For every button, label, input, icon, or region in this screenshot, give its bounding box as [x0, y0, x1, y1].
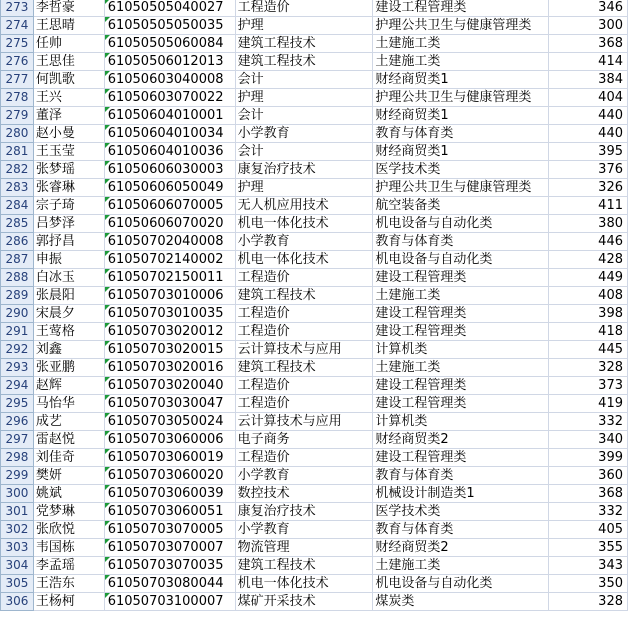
cell-category[interactable]: 护理公共卫生与健康管理类 [373, 89, 549, 107]
row-number[interactable]: 304 [1, 557, 34, 575]
table-row [1, 305, 628, 323]
cell-name[interactable]: 姚斌 [33, 485, 104, 503]
row-number[interactable]: 295 [1, 395, 34, 413]
cell-exam-id[interactable]: 61050703070005 [104, 521, 235, 539]
cell-major[interactable]: 小学教育 [235, 125, 373, 143]
cell-exam-id[interactable]: 61050703010006 [104, 287, 235, 305]
table-row [1, 287, 628, 305]
cell-score[interactable]: 395 [549, 143, 628, 161]
table-row [1, 593, 628, 611]
table-row [1, 269, 628, 287]
cell-exam-id[interactable]: 61050703060051 [104, 503, 235, 521]
cell-category[interactable]: 土建施工类 [373, 53, 549, 71]
cell-major[interactable]: 会计 [235, 71, 373, 89]
cell-exam-id[interactable]: 61050703060006 [104, 431, 235, 449]
table-row [1, 359, 628, 377]
table-row [1, 539, 628, 557]
cell-category[interactable]: 煤炭类 [373, 593, 549, 611]
cell-major[interactable]: 小学教育 [235, 521, 373, 539]
row-number[interactable]: 274 [1, 17, 34, 35]
cell-major[interactable]: 数控技术 [235, 485, 373, 503]
table-row [1, 215, 628, 233]
cell-category[interactable]: 教育与体育类 [373, 467, 549, 485]
cell-major[interactable]: 小学教育 [235, 233, 373, 251]
table-row [1, 449, 628, 467]
cell-name[interactable]: 吕梦泽 [33, 215, 104, 233]
cell-category[interactable]: 建设工程管理类 [373, 323, 549, 341]
cell-name[interactable]: 刘鑫 [33, 341, 104, 359]
cell-category[interactable]: 土建施工类 [373, 359, 549, 377]
cell-exam-id[interactable]: 61050505040027 [104, 0, 235, 17]
cell-exam-id[interactable]: 61050505060084 [104, 35, 235, 53]
cell-score[interactable]: 446 [549, 233, 628, 251]
row-number[interactable]: 279 [1, 107, 34, 125]
cell-category[interactable]: 机电设备与自动化类 [373, 575, 549, 593]
cell-name[interactable]: 任帅 [33, 35, 104, 53]
cell-category[interactable]: 建设工程管理类 [373, 305, 549, 323]
row-number[interactable]: 282 [1, 161, 34, 179]
row-number[interactable]: 293 [1, 359, 34, 377]
cell-score[interactable]: 419 [549, 395, 628, 413]
row-number[interactable]: 298 [1, 449, 34, 467]
cell-name[interactable]: 雷赵悦 [33, 431, 104, 449]
cell-exam-id[interactable]: 61050703070007 [104, 539, 235, 557]
table-row [1, 413, 628, 431]
cell-exam-id[interactable]: 61050703070035 [104, 557, 235, 575]
cell-exam-id[interactable]: 61050703050024 [104, 413, 235, 431]
cell-exam-id[interactable]: 61050702140002 [104, 251, 235, 269]
cell-major[interactable]: 会计 [235, 107, 373, 125]
cell-name[interactable]: 董泽 [33, 107, 104, 125]
cell-category[interactable]: 土建施工类 [373, 557, 549, 575]
cell-major[interactable]: 建筑工程技术 [235, 53, 373, 71]
cell-major[interactable]: 机电一体化技术 [235, 215, 373, 233]
cell-score[interactable]: 404 [549, 89, 628, 107]
cell-name[interactable]: 宗子琦 [33, 197, 104, 215]
cell-name[interactable]: 党梦琳 [33, 503, 104, 521]
cell-score[interactable]: 368 [549, 35, 628, 53]
cell-major[interactable]: 康复治疗技术 [235, 503, 373, 521]
cell-category[interactable]: 土建施工类 [373, 35, 549, 53]
cell-major[interactable]: 康复治疗技术 [235, 161, 373, 179]
cell-exam-id[interactable]: 61050703010035 [104, 305, 235, 323]
table-row [1, 53, 628, 71]
cell-exam-id[interactable]: 61050702040008 [104, 233, 235, 251]
table-row [1, 35, 628, 53]
cell-category[interactable]: 财经商贸类2 [373, 431, 549, 449]
row-number[interactable]: 297 [1, 431, 34, 449]
table-row [1, 485, 628, 503]
cell-exam-id[interactable]: 61050703060019 [104, 449, 235, 467]
cell-major[interactable]: 机电一体化技术 [235, 251, 373, 269]
cell-major[interactable]: 建筑工程技术 [235, 359, 373, 377]
table-row [1, 341, 628, 359]
cell-score[interactable]: 408 [549, 287, 628, 305]
cell-major[interactable]: 机电一体化技术 [235, 575, 373, 593]
cell-exam-id[interactable]: 61050703060039 [104, 485, 235, 503]
cell-score[interactable]: 428 [549, 251, 628, 269]
cell-category[interactable]: 建设工程管理类 [373, 0, 549, 17]
cell-score[interactable]: 376 [549, 161, 628, 179]
cell-score[interactable]: 326 [549, 179, 628, 197]
cell-name[interactable]: 白冰玉 [33, 269, 104, 287]
cell-exam-id[interactable]: 61050703030047 [104, 395, 235, 413]
cell-category[interactable]: 计算机类 [373, 341, 549, 359]
cell-exam-id[interactable]: 61050606070005 [104, 197, 235, 215]
row-number[interactable]: 306 [1, 593, 34, 611]
cell-category[interactable]: 财经商贸类1 [373, 71, 549, 89]
cell-score[interactable]: 300 [549, 17, 628, 35]
cell-major[interactable]: 煤矿开采技术 [235, 593, 373, 611]
cell-score[interactable]: 350 [549, 575, 628, 593]
cell-exam-id[interactable]: 61050604010034 [104, 125, 235, 143]
cell-category[interactable]: 建设工程管理类 [373, 377, 549, 395]
table-row [1, 143, 628, 161]
cell-major[interactable]: 建筑工程技术 [235, 35, 373, 53]
table-row [1, 125, 628, 143]
cell-major[interactable]: 工程造价 [235, 0, 373, 17]
cell-major[interactable]: 工程造价 [235, 269, 373, 287]
table-row [1, 395, 628, 413]
cell-name[interactable]: 成艺 [33, 413, 104, 431]
row-number[interactable]: 275 [1, 35, 34, 53]
cell-category[interactable]: 医学技术类 [373, 161, 549, 179]
cell-name[interactable]: 张亚鹏 [33, 359, 104, 377]
cell-score[interactable]: 418 [549, 323, 628, 341]
row-number[interactable]: 303 [1, 539, 34, 557]
cell-category[interactable]: 护理公共卫生与健康管理类 [373, 179, 549, 197]
cell-exam-id[interactable]: 61050603040008 [104, 71, 235, 89]
table-row [1, 71, 628, 89]
row-number[interactable]: 290 [1, 305, 34, 323]
cell-major[interactable]: 会计 [235, 143, 373, 161]
cell-name[interactable]: 何凯歌 [33, 71, 104, 89]
cell-major[interactable]: 小学教育 [235, 467, 373, 485]
row-number[interactable]: 302 [1, 521, 34, 539]
row-number[interactable]: 276 [1, 53, 34, 71]
row-number[interactable]: 280 [1, 125, 34, 143]
cell-name[interactable]: 赵小曼 [33, 125, 104, 143]
cell-exam-id[interactable]: 61050703100007 [104, 593, 235, 611]
cell-score[interactable]: 399 [549, 449, 628, 467]
row-number[interactable]: 278 [1, 89, 34, 107]
cell-name[interactable]: 张欣悦 [33, 521, 104, 539]
table-row [1, 575, 628, 593]
cell-score[interactable]: 411 [549, 197, 628, 215]
cell-exam-id[interactable]: 61050703020015 [104, 341, 235, 359]
table-row [1, 377, 628, 395]
cell-score[interactable]: 332 [549, 413, 628, 431]
cell-score[interactable]: 368 [549, 485, 628, 503]
table-row [1, 323, 628, 341]
cell-exam-id[interactable]: 61050703020016 [104, 359, 235, 377]
table-row [1, 557, 628, 575]
cell-score[interactable]: 346 [549, 0, 628, 17]
cell-major[interactable]: 护理 [235, 179, 373, 197]
table-row [1, 197, 628, 215]
cell-exam-id[interactable]: 61050703020012 [104, 323, 235, 341]
sheet-body [1, 0, 628, 611]
cell-category[interactable]: 机电设备与自动化类 [373, 251, 549, 269]
cell-major[interactable]: 建筑工程技术 [235, 557, 373, 575]
cell-name[interactable]: 王兴 [33, 89, 104, 107]
table-row [1, 521, 628, 539]
row-number[interactable]: 285 [1, 215, 34, 233]
cell-category[interactable]: 建设工程管理类 [373, 395, 549, 413]
cell-score[interactable]: 405 [549, 521, 628, 539]
cell-category[interactable]: 航空装备类 [373, 197, 549, 215]
cell-score[interactable]: 328 [549, 359, 628, 377]
cell-exam-id[interactable]: 61050703080044 [104, 575, 235, 593]
cell-name[interactable]: 张睿琳 [33, 179, 104, 197]
cell-major[interactable]: 护理 [235, 17, 373, 35]
row-number[interactable]: 289 [1, 287, 34, 305]
cell-name[interactable]: 王杨柯 [33, 593, 104, 611]
cell-name[interactable]: 李孟瑶 [33, 557, 104, 575]
cell-category[interactable]: 教育与体育类 [373, 125, 549, 143]
cell-name[interactable]: 张晨阳 [33, 287, 104, 305]
cell-exam-id[interactable]: 61050603070022 [104, 89, 235, 107]
row-number[interactable]: 273 [1, 0, 34, 17]
cell-category[interactable]: 土建施工类 [373, 287, 549, 305]
row-number[interactable]: 277 [1, 71, 34, 89]
row-number[interactable]: 305 [1, 575, 34, 593]
cell-category[interactable]: 教育与体育类 [373, 521, 549, 539]
row-number[interactable]: 296 [1, 413, 34, 431]
cell-score[interactable]: 445 [549, 341, 628, 359]
cell-name[interactable]: 张梦瑶 [33, 161, 104, 179]
cell-major[interactable]: 电子商务 [235, 431, 373, 449]
cell-major[interactable]: 云计算技术与应用 [235, 413, 373, 431]
cell-category[interactable]: 建设工程管理类 [373, 449, 549, 467]
cell-category[interactable]: 机电设备与自动化类 [373, 215, 549, 233]
cell-name[interactable]: 王浩东 [33, 575, 104, 593]
cell-score[interactable]: 355 [549, 539, 628, 557]
table-row [1, 179, 628, 197]
row-number[interactable]: 287 [1, 251, 34, 269]
cell-score[interactable]: 380 [549, 215, 628, 233]
cell-major[interactable]: 工程造价 [235, 305, 373, 323]
cell-score[interactable]: 449 [549, 269, 628, 287]
cell-score[interactable]: 340 [549, 431, 628, 449]
cell-category[interactable]: 财经商贸类1 [373, 143, 549, 161]
row-number[interactable]: 301 [1, 503, 34, 521]
cell-major[interactable]: 工程造价 [235, 323, 373, 341]
cell-category[interactable]: 财经商贸类1 [373, 107, 549, 125]
cell-exam-id[interactable]: 61050606050049 [104, 179, 235, 197]
cell-name[interactable]: 赵辉 [33, 377, 104, 395]
cell-name[interactable]: 王玉莹 [33, 143, 104, 161]
cell-score[interactable]: 343 [549, 557, 628, 575]
cell-exam-id[interactable]: 61050604010001 [104, 107, 235, 125]
cell-exam-id[interactable]: 61050606030003 [104, 161, 235, 179]
row-number[interactable]: 284 [1, 197, 34, 215]
row-number[interactable]: 300 [1, 485, 34, 503]
table-row [1, 0, 628, 17]
cell-exam-id[interactable]: 61050604010036 [104, 143, 235, 161]
cell-major[interactable]: 无人机应用技术 [235, 197, 373, 215]
row-number[interactable]: 288 [1, 269, 34, 287]
table-row [1, 251, 628, 269]
row-number[interactable]: 294 [1, 377, 34, 395]
table-row [1, 107, 628, 125]
cell-category[interactable]: 护理公共卫生与健康管理类 [373, 17, 549, 35]
cell-score[interactable]: 360 [549, 467, 628, 485]
cell-name[interactable]: 王思佳 [33, 53, 104, 71]
cell-name[interactable]: 樊妍 [33, 467, 104, 485]
cell-exam-id[interactable]: 61050703060020 [104, 467, 235, 485]
cell-major[interactable]: 建筑工程技术 [235, 287, 373, 305]
cell-category[interactable]: 医学技术类 [373, 503, 549, 521]
cell-name[interactable]: 郭抒昌 [33, 233, 104, 251]
table-row [1, 89, 628, 107]
cell-category[interactable]: 机械设计制造类1 [373, 485, 549, 503]
cell-score[interactable]: 440 [549, 125, 628, 143]
cell-name[interactable]: 宋晨夕 [33, 305, 104, 323]
cell-name[interactable]: 李哲豪 [33, 0, 104, 17]
cell-category[interactable]: 建设工程管理类 [373, 269, 549, 287]
row-number[interactable]: 291 [1, 323, 34, 341]
row-number[interactable]: 281 [1, 143, 34, 161]
cell-exam-id[interactable]: 61050702150011 [104, 269, 235, 287]
cell-name[interactable]: 申振 [33, 251, 104, 269]
cell-major[interactable]: 工程造价 [235, 449, 373, 467]
cell-major[interactable]: 护理 [235, 89, 373, 107]
cell-major[interactable]: 云计算技术与应用 [235, 341, 373, 359]
cell-score[interactable]: 414 [549, 53, 628, 71]
cell-category[interactable]: 计算机类 [373, 413, 549, 431]
cell-category[interactable]: 财经商贸类2 [373, 539, 549, 557]
table-row [1, 17, 628, 35]
cell-score[interactable]: 328 [549, 593, 628, 611]
cell-name[interactable]: 马怡华 [33, 395, 104, 413]
cell-exam-id[interactable]: 61050606070020 [104, 215, 235, 233]
cell-score[interactable]: 373 [549, 377, 628, 395]
cell-major[interactable]: 物流管理 [235, 539, 373, 557]
row-number[interactable]: 299 [1, 467, 34, 485]
cell-name[interactable]: 王莺格 [33, 323, 104, 341]
row-number[interactable]: 286 [1, 233, 34, 251]
table-row [1, 161, 628, 179]
row-number[interactable]: 283 [1, 179, 34, 197]
cell-name[interactable]: 刘佳奇 [33, 449, 104, 467]
table-row [1, 431, 628, 449]
cell-exam-id[interactable]: 61050703020040 [104, 377, 235, 395]
cell-exam-id[interactable]: 61050506012013 [104, 53, 235, 71]
cell-major[interactable]: 工程造价 [235, 395, 373, 413]
table-row [1, 503, 628, 521]
cell-name[interactable]: 王思晴 [33, 17, 104, 35]
table-row [1, 467, 628, 485]
cell-category[interactable]: 教育与体育类 [373, 233, 549, 251]
cell-name[interactable]: 韦国栋 [33, 539, 104, 557]
cell-score[interactable]: 384 [549, 71, 628, 89]
table-row [1, 233, 628, 251]
cell-major[interactable]: 工程造价 [235, 377, 373, 395]
cell-score[interactable]: 440 [549, 107, 628, 125]
cell-exam-id[interactable]: 61050505050035 [104, 17, 235, 35]
row-number[interactable]: 292 [1, 341, 34, 359]
cell-score[interactable]: 398 [549, 305, 628, 323]
cell-score[interactable]: 332 [549, 503, 628, 521]
